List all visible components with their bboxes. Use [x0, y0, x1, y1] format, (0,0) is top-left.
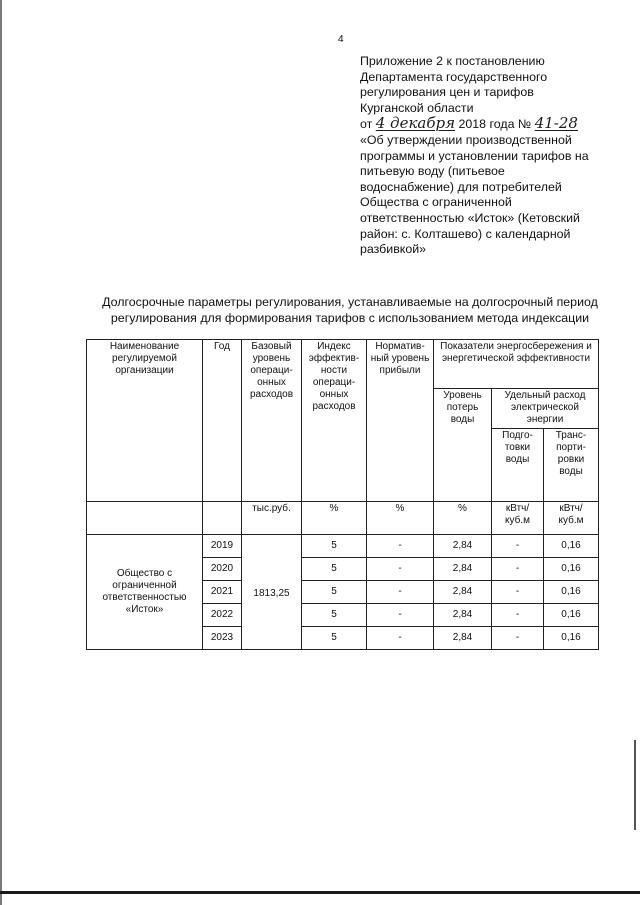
cell-profit: -	[367, 535, 434, 558]
table-row	[87, 535, 599, 558]
cell-index: 5	[302, 535, 367, 558]
unit-transport: кВтч/ куб.м	[544, 502, 599, 535]
appendix-line: Департамента государственного	[360, 69, 548, 84]
unit-cell-empty	[203, 502, 242, 535]
cell-transport: 0,16	[544, 581, 599, 604]
header-base-costs: Базовый уровень операци-онных расходов	[242, 340, 302, 502]
appendix-line: регулирования цен и тарифов	[360, 85, 534, 100]
header-energy-indicators: Показатели энергосбережения и энергетической эффективности	[434, 340, 599, 389]
cell-year: 2023	[203, 627, 242, 650]
cell-losses: 2,84	[434, 627, 492, 650]
year-text: 2018 года №	[458, 117, 532, 132]
appendix-date-line	[360, 116, 625, 133]
date-prefix: от	[360, 117, 373, 132]
cell-transport: 0,16	[544, 604, 599, 627]
unit-index: %	[302, 502, 367, 535]
header-water-transport: Транс-порти-ровки воды	[544, 429, 599, 502]
cell-base-value: 1813,25	[242, 535, 302, 650]
cell-losses: 2,84	[434, 558, 492, 581]
unit-losses: %	[434, 502, 492, 535]
cell-transport: 0,16	[544, 535, 599, 558]
cell-profit: -	[367, 581, 434, 604]
cell-year: 2019	[203, 535, 242, 558]
header-org: Наименование регулируемой организации	[87, 340, 203, 502]
cell-losses: 2,84	[434, 581, 492, 604]
cell-profit: -	[367, 604, 434, 627]
cell-index: 5	[302, 627, 367, 650]
appendix-subject-line: разбивкой»	[360, 242, 427, 257]
appendix-line: Курганской области	[360, 100, 474, 115]
appendix-subject-line: «Об утверждении производственной	[360, 132, 572, 147]
handwritten-number: 41-28	[534, 114, 578, 133]
cell-profit: -	[367, 627, 434, 650]
cell-losses: 2,84	[434, 604, 492, 627]
unit-prep: кВтч/ куб.м	[492, 502, 544, 535]
appendix-subject-line: район: с. Колташево) с календарной	[360, 226, 571, 241]
cell-year: 2022	[203, 604, 242, 627]
organization-name: Общество с ограниченной ответственностью «Исток»	[87, 535, 203, 650]
cell-index: 5	[302, 604, 367, 627]
header-water-preparation: Подго-товки воды	[492, 429, 544, 502]
header-water-losses: Уровень потерь воды	[434, 389, 492, 502]
appendix-line: Приложение 2 к постановлению	[360, 54, 545, 68]
appendix-subject-line: ответственностью «Исток» (Кетовский	[360, 210, 580, 225]
header-specific-consumption: Удельный расход электрической энергии	[492, 389, 599, 429]
cell-prep: -	[492, 627, 544, 650]
header-efficiency-index: Индекс эффектив-ности операци-онных расходов	[302, 340, 367, 502]
page-number: 4	[338, 34, 344, 45]
cell-profit: -	[367, 558, 434, 581]
cell-index: 5	[302, 558, 367, 581]
cell-transport: 0,16	[544, 627, 599, 650]
cell-prep: -	[492, 535, 544, 558]
header-year: Год	[203, 340, 242, 502]
cell-losses: 2,84	[434, 535, 492, 558]
header-profit-level: Норматив-ный уровень прибыли	[367, 340, 434, 502]
cell-index: 5	[302, 581, 367, 604]
appendix-subject-line: питьевую воду (питьевое	[360, 164, 505, 179]
handwritten-date: 4 декабря	[375, 114, 456, 133]
scan-right-mark	[634, 740, 636, 830]
unit-base: тыс.руб.	[242, 502, 302, 535]
cell-year: 2020	[203, 558, 242, 581]
title-line-1: Долгосрочные параметры регулирования, устанавливаемые на долгосрочный период	[102, 295, 598, 309]
scan-left-edge	[0, 0, 2, 905]
appendix-subject-line: Общества с ограниченной	[360, 195, 512, 210]
cell-transport: 0,16	[544, 558, 599, 581]
appendix-subject-line: водоснабжение) для потребителей	[360, 179, 562, 194]
unit-cell-empty	[87, 502, 203, 535]
units-row	[87, 502, 599, 535]
title-line-2: регулирования для формирования тарифов с использованием метода индексации	[110, 311, 590, 325]
cell-prep: -	[492, 581, 544, 604]
cell-prep: -	[492, 604, 544, 627]
scan-bottom-edge	[0, 891, 640, 894]
cell-prep: -	[492, 558, 544, 581]
document-title	[70, 294, 630, 326]
cell-year: 2021	[203, 581, 242, 604]
regulation-parameters-table	[86, 339, 599, 650]
appendix-subject-line: программы и установлении тарифов на	[360, 148, 589, 163]
unit-profit: %	[367, 502, 434, 535]
appendix-block	[360, 54, 625, 258]
